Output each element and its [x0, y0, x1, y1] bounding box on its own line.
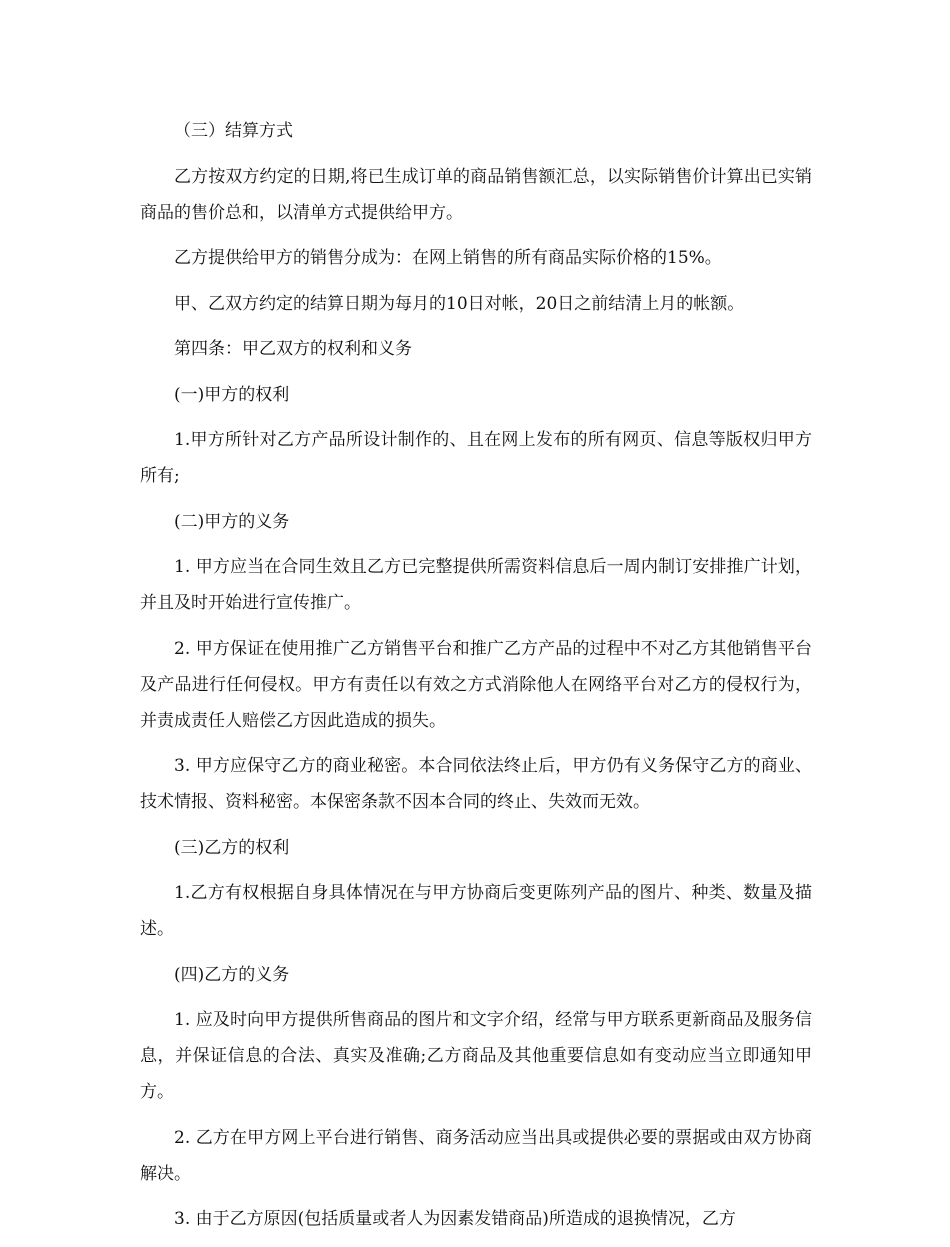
article-four-heading: 第四条：甲乙双方的权利和义务 — [174, 339, 412, 359]
paragraph-settlement-date: 甲、乙双方约定的结算日期为每月的10日对帐，20日之前结清上月的帐额。 — [174, 293, 745, 314]
party-a-rights-item-1: 1.甲方所针对乙方产品所设计制作的、且在网上发布的所有网页、信息等版权归甲方所有; — [140, 430, 812, 486]
subheading-party-b-obligations: (四)乙方的义务 — [174, 964, 290, 985]
party-b-obligations-item-1: 1. 应及时向甲方提供所售商品的图片和文字介绍，经常与甲方联系更新商品及服务信息，并保证信息的合法、真实及准确;乙方商品及其他重要信息如有变动应当立即通知甲方。 — [140, 1010, 812, 1102]
party-a-obligations-item-1: 1. 甲方应当在合同生效且乙方已完整提供所需资料信息后一周内制订安排推广计划，并且及时开始进行宣传推广。 — [140, 557, 812, 613]
subheading-party-a-rights: (一)甲方的权利 — [174, 384, 290, 405]
party-b-obligations-item-2: 2. 乙方在甲方网上平台进行销售、商务活动应当出具或提供必要的票据或由双方协商解决。 — [140, 1127, 812, 1184]
party-b-obligations-item-3: 3. 由于乙方原因(包括质量或者人为因素发错商品)所造成的退换情况，乙方 — [174, 1209, 736, 1229]
party-a-obligations-item-2: 2. 甲方保证在使用推广乙方销售平台和推广乙方产品的过程中不对乙方其他销售平台及产品进行任何侵权。甲方有责任以有效之方式消除他人在网络平台对乙方的侵权行为，并责成责任人赔偿乙方因此造成的损失。 — [140, 638, 812, 731]
party-a-obligations-item-3: 3. 甲方应保守乙方的商业秘密。本合同依法终止后，甲方仍有义务保守乙方的商业、技术情报、资料秘密。本保密条款不因本合同的终止、失效而无效。 — [140, 756, 812, 812]
section-heading-settlement: （三）结算方式 — [174, 121, 293, 141]
subheading-party-a-obligations: (二)甲方的义务 — [174, 511, 290, 532]
subheading-party-b-rights: (三)乙方的权利 — [174, 837, 290, 858]
paragraph-settlement-summary: 乙方按双方约定的日期,将已生成订单的商品销售额汇总，以实际销售价计算出已实销商品的售价总和，以清单方式提供给甲方。 — [140, 166, 812, 223]
party-b-rights-item-1: 1.乙方有权根据自身具体情况在与甲方协商后变更陈列产品的图片、种类、数量及描述。 — [140, 883, 812, 939]
paragraph-sales-share: 乙方提供给甲方的销售分成为：在网上销售的所有商品实际价格的15%。 — [174, 248, 722, 268]
document-body — [140, 113, 812, 1247]
